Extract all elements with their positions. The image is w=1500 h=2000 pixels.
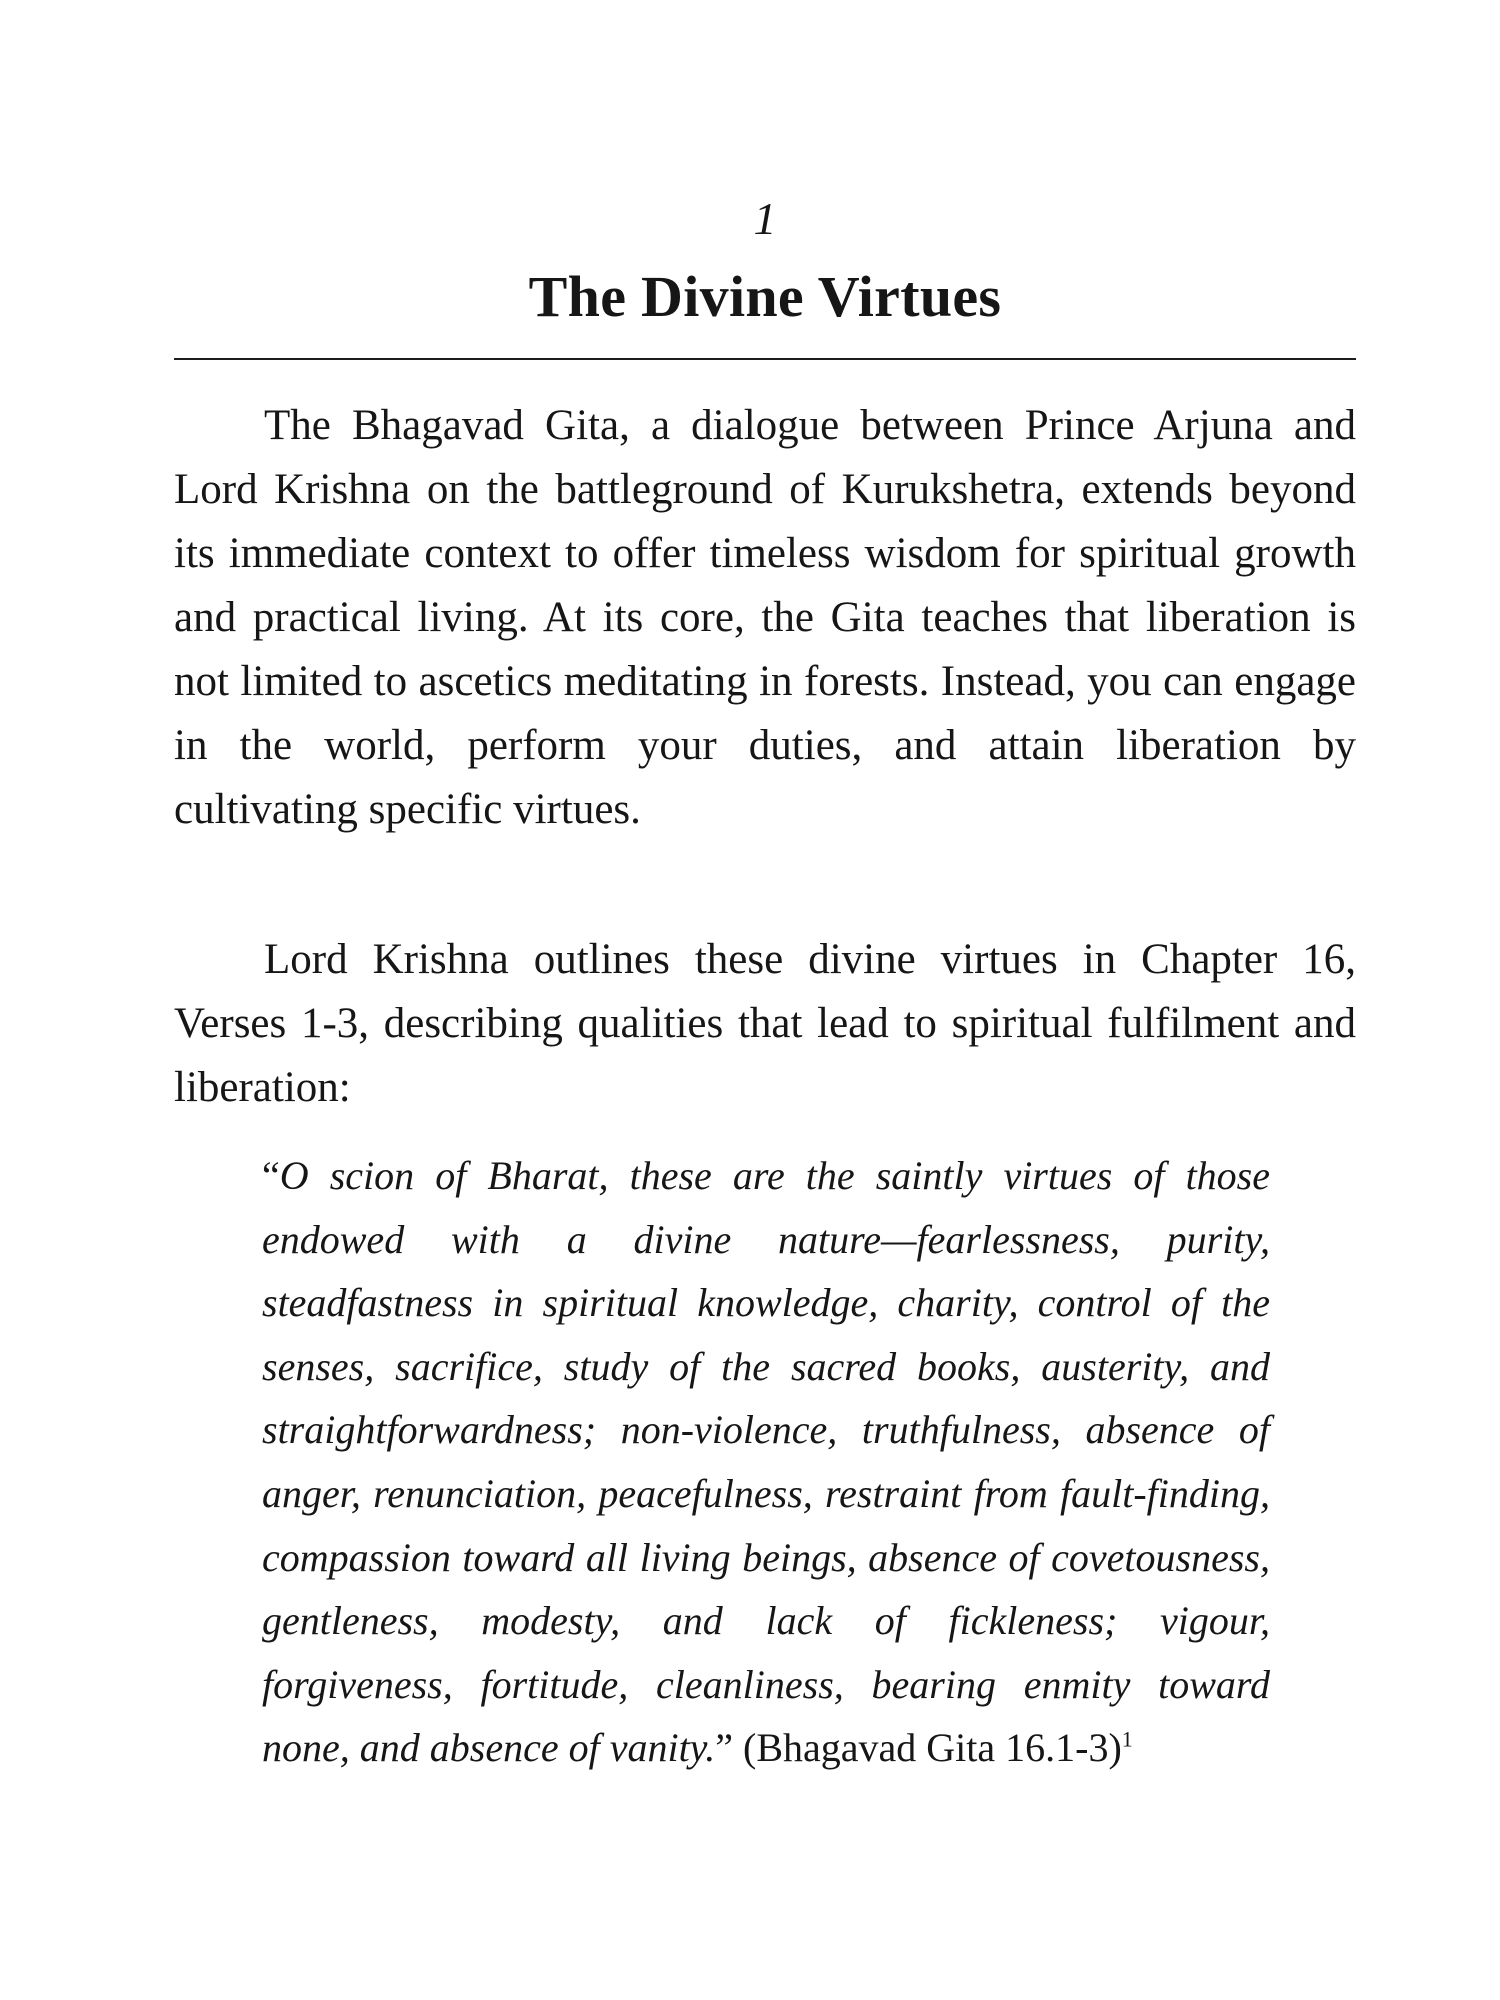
book-page	[174, 0, 1356, 2000]
intro-paragraph: The Bhagavad Gita, a dialogue between Prince Arjuna and Lord Krishna on the battleground of Kurukshetra, extends beyond its immediate context to offer timeless wisdom for spiritual growth and practical living. At its core, the Gita teaches that liberation is not limited to ascetics meditating in forests. Instead, you can engage in the world, perform your duties, and attain liberation by cultivating specific virtues.	[174, 402, 1356, 833]
footnote-reference: 1	[1121, 1727, 1133, 1753]
verse-citation: (Bhagavad Gita 16.1-3)	[743, 1725, 1122, 1771]
title-divider	[174, 358, 1356, 360]
chapter-number: 1	[753, 193, 777, 244]
chapter-reference-paragraph: Lord Krishna outlines these divine virtues in Chapter 16, Verses 1-3, describing qualities that lead to spiritual fulfilment and liberation:	[174, 936, 1356, 1111]
chapter-title: The Divine Virtues	[528, 264, 1002, 329]
quote-close-mark: ”	[715, 1725, 733, 1771]
verse-quotation	[262, 1144, 1270, 1780]
quote-open-mark: “	[262, 1153, 280, 1198]
quote-text: O scion of Bharat, these are the saintly virtues of those endowed with a divine nature—fearlessness, purity, steadfastness in spiritual knowledge, charity, control of the senses, sacrifice, study of the sacred books, austerity, and straightforwardness; non-violence, truthfulness, absence of anger, renunciation, peacefulness, restraint from fault-finding, compassion toward all living beings, absence of covetousness, gentleness, modesty, and lack of fickleness; vigour, forgiveness, fortitude, cleanliness, bearing enmity toward none, and absence of vanity.	[262, 1153, 1270, 1771]
